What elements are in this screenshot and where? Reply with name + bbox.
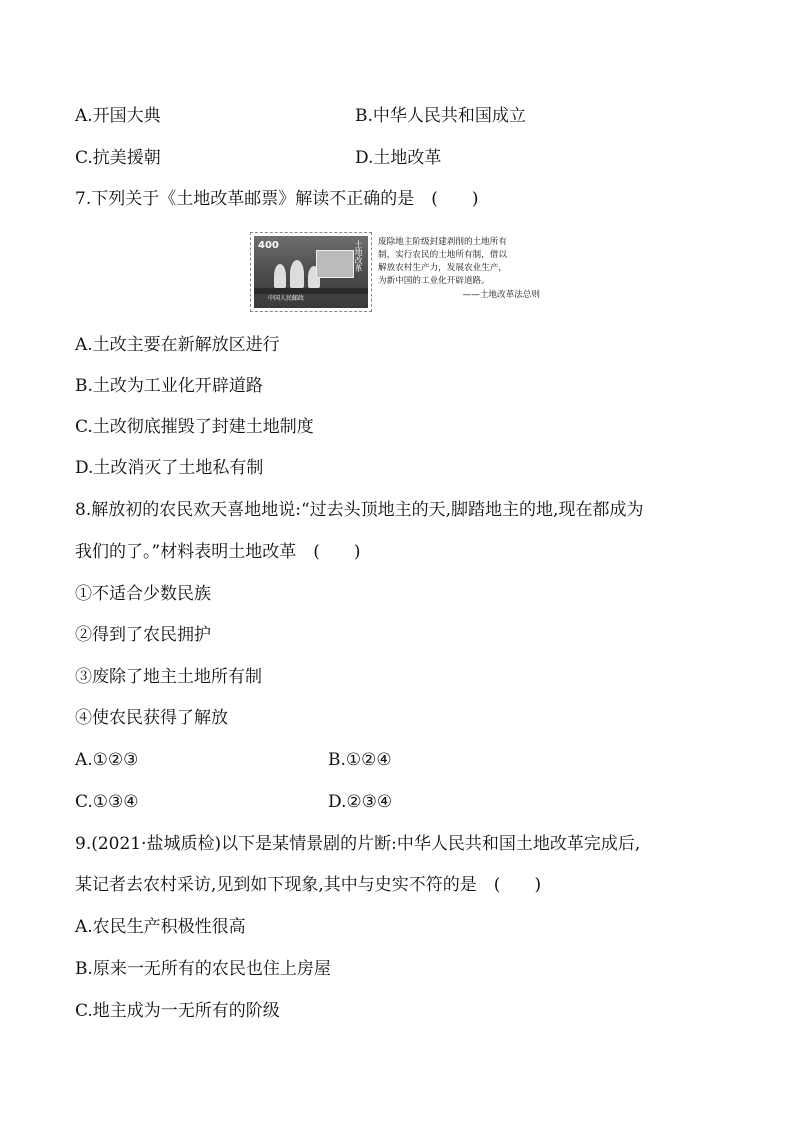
- q7-option-c: C.土改彻底摧毁了封建土地制度: [75, 417, 314, 437]
- q8-item-3: ③废除了地主土地所有制: [75, 667, 262, 687]
- q7-option-a: A.土改主要在新解放区进行: [75, 335, 280, 355]
- q9-stem-line2: 某记者去农村采访,见到如下现象,其中与史实不符的是 ( ): [75, 875, 542, 895]
- factory-illustration: [316, 250, 354, 278]
- stamp-title: 土地改革: [354, 240, 363, 272]
- q7-option-b: B.土改为工业化开辟道路: [75, 376, 263, 396]
- caption-line: 解放农村生产力，发展农业生产，: [378, 263, 507, 273]
- q6-option-b: B.中华人民共和国成立: [355, 106, 526, 126]
- stamp-value: 400: [258, 240, 279, 251]
- caption-source: ——土地改革法总则: [462, 290, 540, 300]
- q6-option-a: A.开国大典: [75, 106, 161, 126]
- q9-option-b: B.原来一无所有的农民也住上房屋: [75, 959, 331, 979]
- q9-option-a: A.农民生产积极性很高: [75, 917, 246, 937]
- q7-option-d: D.土改消灭了土地私有制: [75, 458, 264, 478]
- caption-line: 废除地主阶级封建剥削的土地所有: [378, 237, 507, 247]
- q8-item-1: ①不适合少数民族: [75, 584, 211, 604]
- caption-line: 为新中国的工业化开辟道路。: [378, 276, 490, 286]
- q9-stem-line1: 9.(2021·盐城质检)以下是某情景剧的片断:中华人民共和国土地改革完成后,: [75, 834, 641, 854]
- q6-option-c: C.抗美援朝: [75, 148, 161, 168]
- q8-option-b: B.①②④: [328, 750, 392, 770]
- q9-option-c: C.地主成为一无所有的阶级: [75, 1001, 280, 1021]
- caption-line: 制，实行农民的土地所有制，借以: [378, 250, 507, 260]
- q8-option-a: A.①②③: [75, 750, 139, 770]
- q8-stem-line2: 我们的了。”材料表明土地改革 ( ): [75, 542, 361, 562]
- q6-option-d: D.土地改革: [355, 148, 442, 168]
- land-reform-stamp-figure: [250, 232, 540, 314]
- q8-item-4: ④使农民获得了解放: [75, 708, 228, 728]
- q8-stem-line1: 8.解放初的农民欢天喜地地说:“过去头顶地主的天,脚踏地主的地,现在都成为: [75, 500, 644, 520]
- q8-option-c: C.①③④: [75, 792, 139, 812]
- stamp-image: [254, 236, 368, 308]
- stamp-caption: [378, 236, 540, 302]
- stamp-country: 中国人民邮政: [268, 295, 305, 302]
- q7-stem: 7.下列关于《土地改革邮票》解读不正确的是 ( ): [75, 189, 479, 209]
- q8-option-d: D.②③④: [328, 792, 393, 812]
- land-reform-stamp: [250, 232, 372, 312]
- q8-item-2: ②得到了农民拥护: [75, 625, 211, 645]
